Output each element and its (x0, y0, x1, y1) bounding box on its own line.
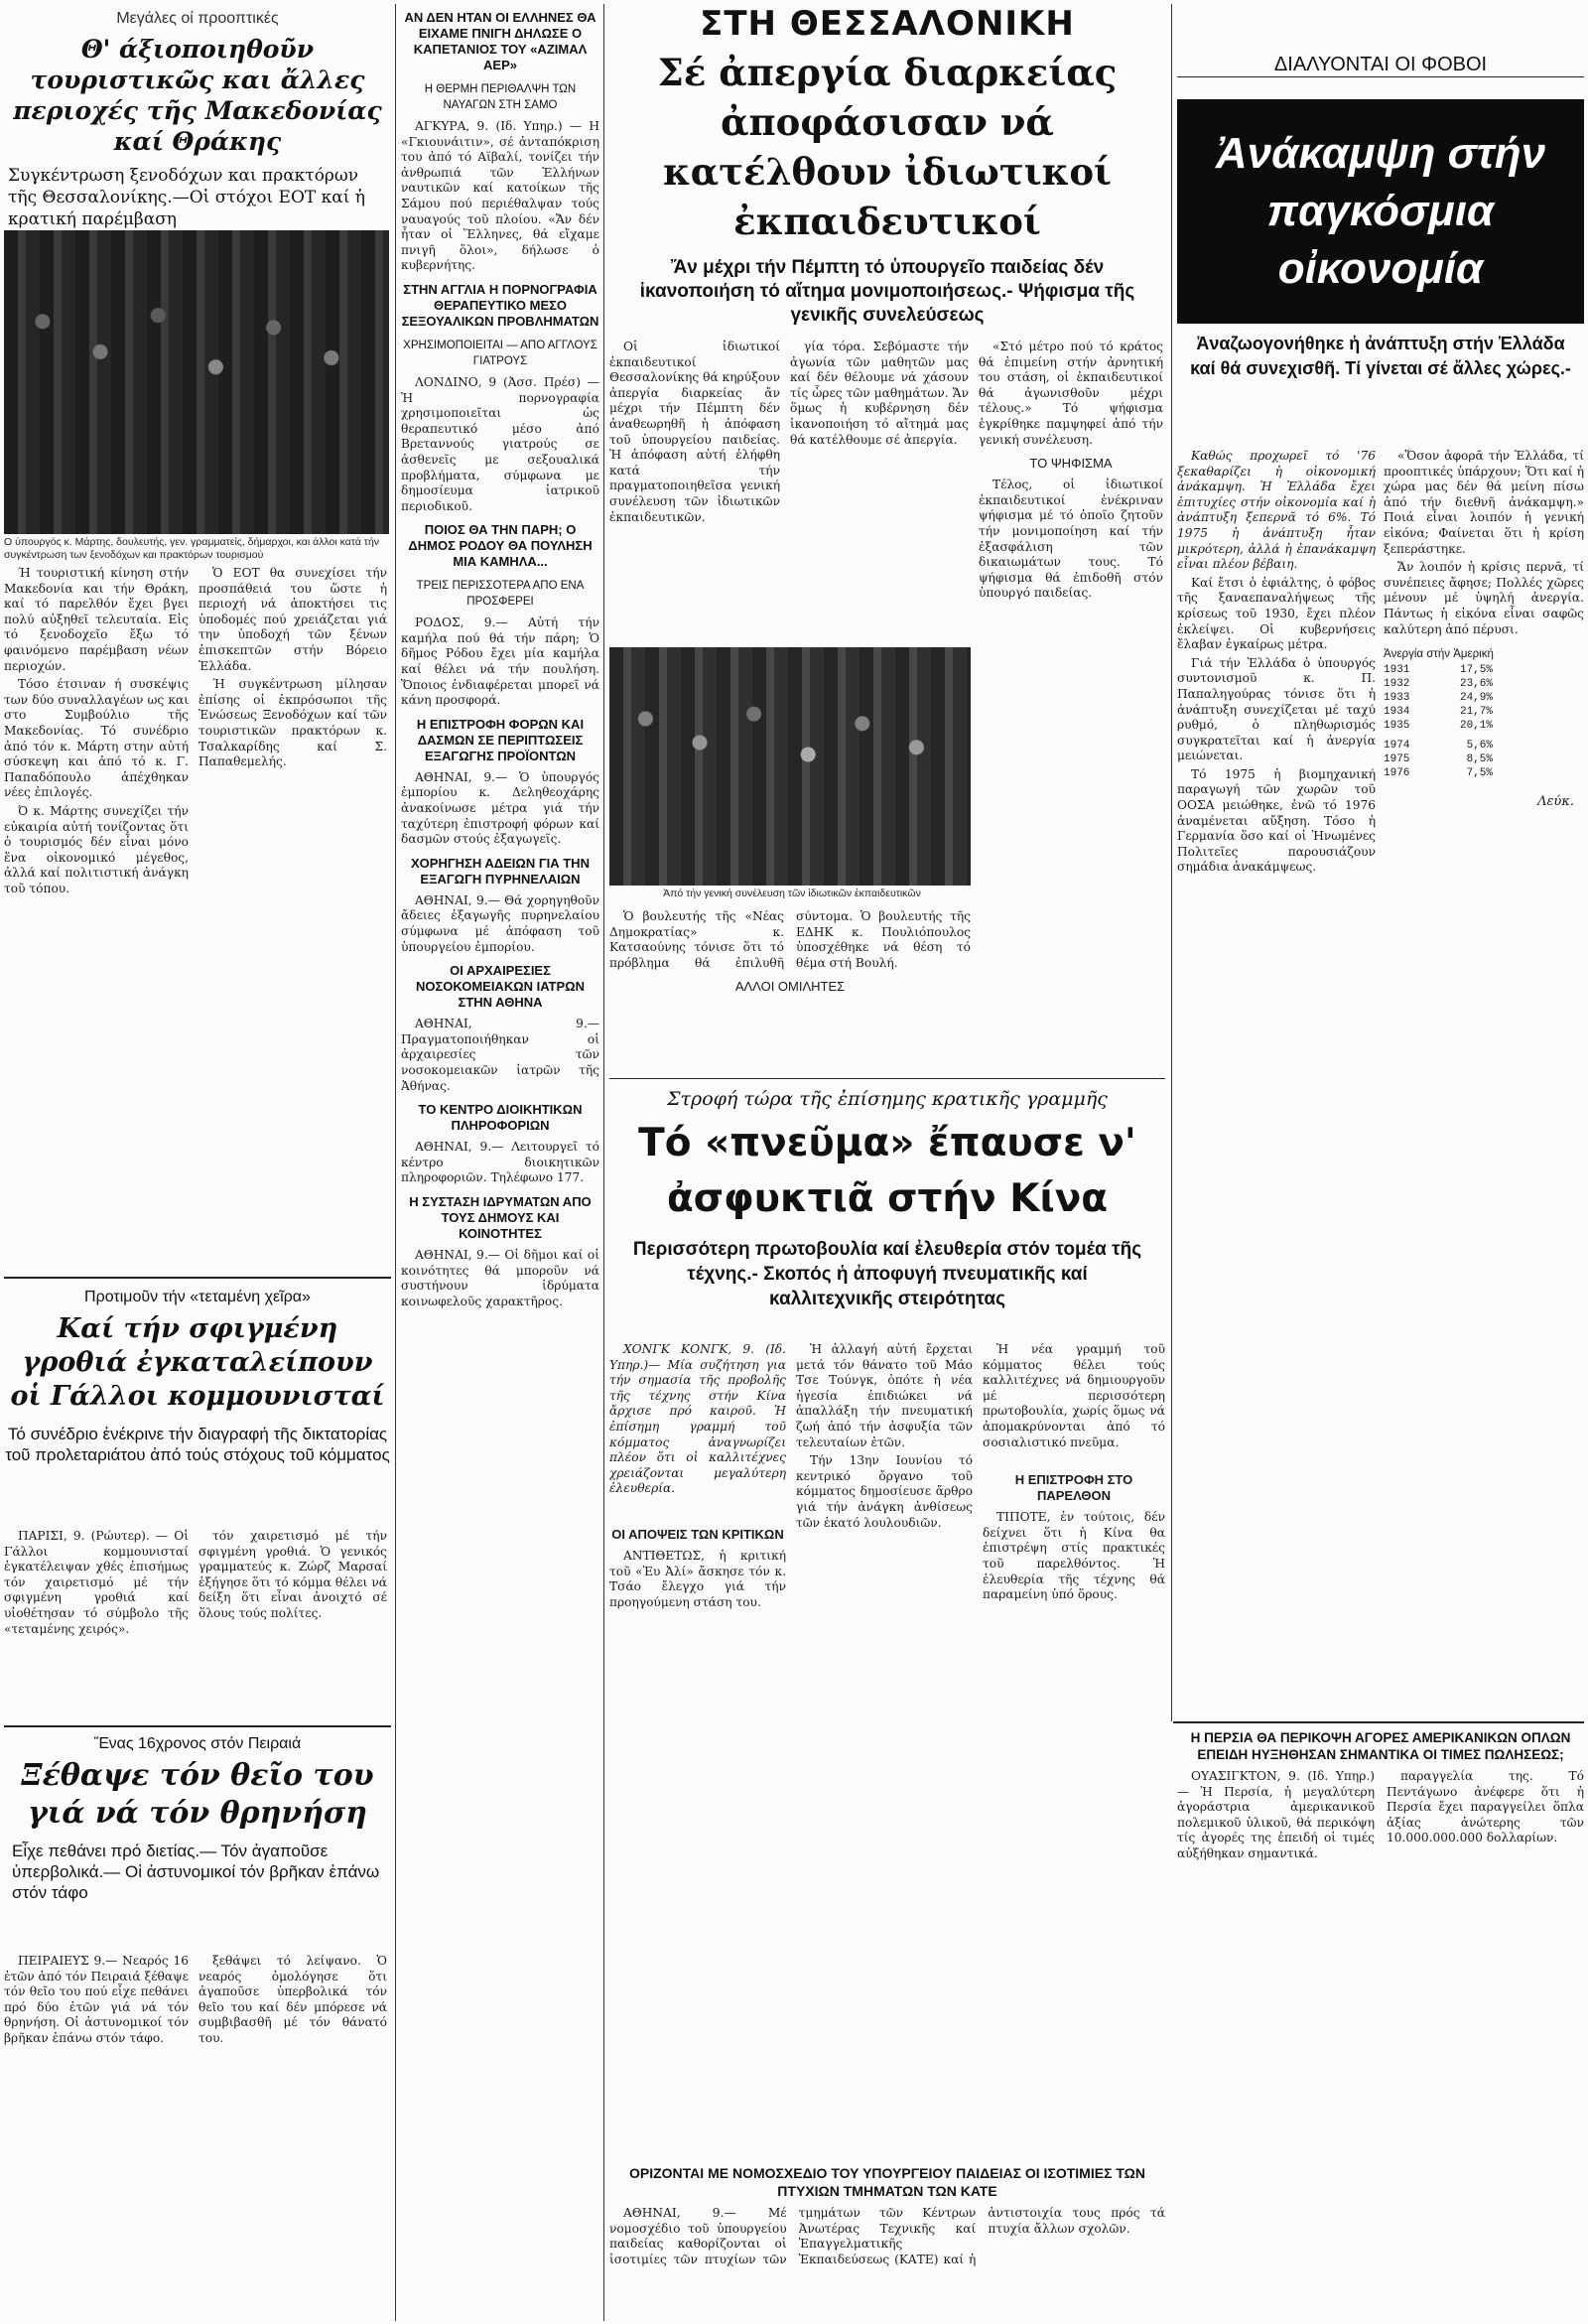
table-cell-value: 24,9% (1459, 692, 1493, 705)
briefs-column (401, 6, 599, 2319)
section-rule (4, 1277, 391, 1279)
unemployment-table-title: Ἀνεργία στήν Ἀμερική (1384, 648, 1494, 661)
lead-deck: Ἄν μέχρι τήν Πέμπτη τό ὑπουργεῖο παιδείας δέν ἱκανοποιήση τό αἴτημα μονιμοποιήσεως.- Ψήφισμα τῆς γενικῆς συνελεύσεως (639, 257, 1135, 326)
resolution-subhead: ΤΟ ΨΗΦΙΣΜΑ (1029, 456, 1113, 472)
other-speakers-subhead: ΑΛΛΟΙ ΟΜΙΛΗΤΕΣ (734, 979, 846, 995)
france-deck: Τό συνέδριο ἐνέκρινε τήν διαγραφή τῆς δικτατορίας τοῦ προλεταριάτου ἀπό τούς στόχους τοῦ κόμματος (5, 1425, 390, 1464)
table-cell-year: 1932 (1384, 678, 1410, 691)
tourism-body-left (4, 566, 189, 1261)
economy-kicker-wrap (1177, 54, 1584, 93)
tourism-paragraph: Ή συγκέντρωση μίλησαν ἐπίσης οἱ ἐκπρόσωποι τῆς Ἑνώσεως Ξενοδόχων καί τῶν τουριστικῶν πρακτόρων κ. Τσαλκαρίδης καί Σ. Παπαθεμελής. (198, 677, 387, 769)
persia-headline: Η ΠΕΡΣΙΑ ΘΑ ΠΕΡΙΚΟΨΗ ΑΓΟΡΕΣ ΑΜΕΡΙΚΑΝΙΚΩΝ ΟΠΛΩΝ ΕΠΕΙΔΗ ΗΥΞΗΘΗΣΑΝ ΣΗΜΑΝΤΙΚΑ ΟΙ ΤΙΜΕΣ ΠΩΛΗΣΕΩΣ; (1190, 1730, 1571, 1762)
economy-paragraph: Τό 1975 ἡ βιομηχανική παραγωγή τῶν χωρῶν τοῦ ΟΟΣΑ μειώθηκε, ἐνῶ τό 1976 ἀναμένεται αὔξηση. Τόσο ἡ Γερμανία ὅσο καί οἱ Ἡνωμένες Πολιτεῖες παρουσιάζουν σημάδια ἀνακάμψεως. (1177, 766, 1376, 875)
column-rule (1171, 4, 1172, 1721)
piraeus-article (4, 1735, 391, 1954)
pomace-body (401, 893, 599, 955)
table-cell-year: 1933 (1384, 692, 1410, 705)
china-body-col3 (983, 1342, 1165, 2256)
doctors-body (401, 1017, 599, 1094)
persia-paragraph: παραγγελία της. Τό Πεντάγωνο ἀνέφερε ὅτι ἡ Περσία ἔχει παραγγείλει ὅπλα ἀξίας ἀνώτερης τῶν 10.000.000.000 δολλαρίων. (1387, 1769, 1584, 1846)
kate-paragraph: ΑΘΗΝΑΙ, 9.— Μέ νομοσχέδιο τοῦ ὑπουργείου παιδείας καθορίζονται οἱ ἰσοτιμίες τῶν πτυχίων τῶν τμημάτων τῶν Κέντρων Ἀνωτέρας Τεχνικῆς καί Ἐπαγγελματικῆς Ἐκπαιδεύσεως (ΚΑΤΕ) καί ἡ ἀντιστοιχία τους πρός τά πτυχία ἄλλων σχολῶν. (609, 2206, 1165, 2266)
foundations-paragraph: ΑΘΗΝΑΙ, 9.— Οἱ δῆμοι καί οἱ κοινότητες θά μποροῦν νά συστήνουν ἱδρύματα κοινωφελοῦς χαρακτῆρος. (401, 1247, 599, 1308)
table-cell-year: 1935 (1384, 720, 1410, 733)
piraeus-body-left (4, 1954, 189, 2321)
table-cell-value: 17,5% (1459, 664, 1493, 677)
table-cell-year: 1931 (1384, 664, 1410, 677)
table-cell-year: 1976 (1384, 767, 1410, 780)
piraeus-deck: Εἶχε πεθάνει πρό διετίας.— Τόν ἀγαποῦσε ὑπερβολικά.— Οἱ ἀστυνομικοί τόν βρῆκαν ἐπάνω στόν τάφο (12, 1842, 380, 1902)
pomace-headline: ΧΟΡΗΓΗΣΗ ΑΔΕΙΩΝ ΓΙΑ ΤΗΝ ΕΞΑΓΩΓΗ ΠΥΡΗΝΕΛΑΙΩΝ (411, 855, 590, 887)
info-center-paragraph: ΑΘΗΝΑΙ, 9.— Λειτουργεῖ τό κέντρο διοικητικῶν πληροφοριῶν. Τηλέφωνο 177. (401, 1140, 599, 1185)
tourism-headline: Θ' άξιοποιηθοῦν τουριστικῶς και ἄλλες περιοχές τῆς Μακεδονίας καί Θράκης (13, 35, 382, 156)
piraeus-body-right (198, 1954, 387, 2321)
tourism-paragraph: Ή τουριστική κίνηση στήν Μακεδονία και τήν Θράκη, καί τό παρελθόν ἔχει βγει πολύ αὐξηθεῖ τελευταία. Εἰς τό ξενοδοχεῖο ἔξω τό φαινόμενο παρέμβαση νέων περιοχών. (4, 566, 189, 673)
table-cell-year: 1975 (1384, 753, 1410, 766)
tourism-photo-caption: Ο ύπουργός κ. Μάρτης, δουλευτής, γεν. γραμματείς, δήμαρχοι, και άλλοι κατά τήν συγκέντρωση των ξενοδόχων και πρακτόρων τουρισμού (4, 536, 380, 561)
section-rule (609, 1078, 1165, 1079)
lead-headline: Σέ ἀπεργία διαρκείας ἀποφάσισαν νά κατέλθουν ἰδιωτικοί ἐκπαιδευτικοί (657, 51, 1118, 243)
critics-subhead: ΟΙ ΑΠΟΨΕΙΣ ΤΩΝ ΚΡΙΤΙΚΩΝ (611, 1526, 784, 1542)
persia-paragraph: ΟΥΑΣΙΓΚΤΟΝ, 9. (Ιδ. Υπηρ.) — Ἡ Περσία, ἡ μεγαλύτερη ἀγοράστρια ἀμερικανικοῦ πολεμικοῦ ὑλικοῦ, θά περικόψη τίς ἀγορές της ἐπειδή οἱ τιμές αὐξήθηκαν σημαντικά. (1177, 1769, 1375, 1860)
china-body-col1 (609, 1342, 786, 2256)
section-rule (1173, 1721, 1584, 1723)
china-body-col2 (796, 1342, 973, 2256)
economy-headline-box (1177, 99, 1584, 324)
tourism-paragraph: Ό κ. Μάρτης συνεχίζει τήν εὐκαιρία αὐτή τονίζοντας ὅτι ὁ τουρισμός δέν εἶναι μόνο ἕνα οἰκονομικό μέγεθος, ἀλλά καί πολιτιστική ἀνάγκη τοῦ τόπου. (4, 803, 189, 895)
table-cell-value: 5,6% (1466, 740, 1493, 752)
economy-signature: Λεύκ. (1537, 794, 1574, 810)
camel-subhead: ΤΡΕΙΣ ΠΕΡΙΣΣΟΤΕΡΑ ΑΠΟ ΕΝΑ ΠΡΟΣΦΕΡΕΙ (416, 580, 585, 609)
persia-article (1177, 1729, 1584, 2319)
lead-photo (609, 647, 971, 886)
economy-body-main (1177, 449, 1376, 1709)
column-rule (603, 4, 604, 2321)
tourism-photo (4, 230, 389, 534)
table-cell-value: 20,1% (1459, 720, 1493, 733)
france-kicker: Προτιμοῦν τήν «τεταμένη χεῖρα» (84, 1289, 311, 1305)
kate-body (609, 2206, 1165, 2267)
economy-paragraph: Ἄν λοιπόν ἡ κρίσις περνᾶ, τί συνέπειες ἄφησε; Πολλές χῶρες μένουν μέ ὑψηλή ἀνεργία. Πάντως ἡ εἰκόνα εἶναι σαφῶς καλύτερη ἀπό πέρυσι. (1384, 560, 1584, 636)
samos-subhead: Η ΘΕΡΜΗ ΠΕΡΙΘΑΛΨΗ ΤΩΝ ΝΑΥΑΓΩΝ ΣΤΗ ΣΑΜΟ (424, 83, 577, 111)
porn-headline: ΣΤΗΝ ΑΓΓΛΙΑ Η ΠΟΡΝΟΓΡΑΦΙΑ ΘΕΡΑΠΕΥΤΙΚΟ ΜΕΣΟ ΣΕΞΟΥΑΛΙΚΩΝ ΠΡΟΒΛΗΜΑΤΩΝ (401, 281, 599, 329)
table-row (1384, 719, 1493, 733)
china-article (609, 1088, 1165, 1336)
china-paragraph: ΑΝΤΙΘΕΤΩΣ, ἡ κριτική τοῦ «Ἐυ Ἀλί» ἄσκησε τόν κ. Τσάο ἔλεγχο γιά τήν προηγούμενη στάση του. (609, 1548, 786, 1609)
china-deck: Περισσότερη πρωτοβουλία καί ἐλευθερία στόν τομέα τῆς τέχνης.- Σκοπός ἡ ἀποφυγή πνευματικῆς καί καλλιτεχνικῆς στειρότητας (632, 1239, 1142, 1309)
tourism-paragraph: Τόσο έτσιναν ή συσκέψις των δύο συναλλαγέων ως και στο Συμβούλιο τῆς Μακεδονίας. Τό συνέδριο ἀπό τόν κ. Μάρτη στην αὐτή σύσκεψη και ἀπό τό κ. Γ. Παπαδόπουλο ἀπέχθηκαν νέες ἐπιλογές. (4, 677, 189, 800)
economy-paragraph: Καί ἔτσι ὁ ἐφιάλτης, ὁ φόβος τῆς ξαναεπαναλήψεως τῆς κρίσεως τοῦ 1930, ἔχει πλέον ἐκλείψει. Οἱ κυβερνήσεις ἔλαβαν ἐγκαίρως μέτρα. (1177, 575, 1376, 652)
lead-paragraph: Ὁ βουλευτής τῆς «Νέας Δημοκρατίας» κ. Κατσαούνης τόνισε ὅτι τό πρόβλημα θά ἐπιλυθῆ σύντομα. Ὁ βουλευτής τῆς ΕΔΗΚ κ. Πουλιόπουλος ὑποσχέθηκε νά θέση τό θέμα στή Βουλή. (609, 909, 971, 970)
table-row (1384, 677, 1493, 691)
samos-paragraph: ΑΓΚΥΡΑ, 9. (Ιδ. Υπηρ.) — Η «Γκιουνάιτιν», σέ ἀνταπόκριση του ἀπό τό Αϊβαλί, τονίζει τήν ἀνθρωπιά τῶν Ἑλλήνων ναυτικῶν καί κατοίκων τῆς Σάμου πού περιέθαλψαν τούς ναυαγούς τοῦ πλοίου. «Ἄν δέν ἦταν οἱ Ἕλληνες, θά εἴχαμε πνιγῆ ὅλοι», δήλωσε ὁ κυβερνήτης. (401, 119, 599, 273)
lead-body-bottom (609, 909, 971, 1068)
china-paragraph: ΤΙΠΟΤΕ, ἐν τούτοις, δέν δείχνει ὅτι ἡ Κίνα θα ἐπιστρέψη στίς πρακτικές τοῦ παρελθόντος. Ἡ ἐλευθερία τῆς τέχνης θά παραμείνη ὑπό ὅρους. (983, 1510, 1165, 1602)
lead-body-right (979, 340, 1163, 1074)
foundations-body (401, 1248, 599, 1309)
doctors-paragraph: ΑΘΗΝΑΙ, 9.— Πραγματοποιήθηκαν οἱ ἀρχαιρεσίες τῶν νοσοκομειακῶν ἰατρῶν τῆς Ἀθήνας. (401, 1017, 599, 1093)
info-center-headline: ΤΟ ΚΕΝΤΡΟ ΔΙΟΙΚΗΤΙΚΩΝ ΠΛΗΡΟΦΟΡΙΩΝ (418, 1102, 583, 1134)
camel-body (401, 615, 599, 709)
tax-return-paragraph: ΑΘΗΝΑΙ, 9.— Ὁ ὑπουργός ἐμπορίου κ. Δεληθεοχάρης ἀνακοίνωσε μέτρα γιά τήν ταχύτερη ἐπιστροφή φόρων καί δασμῶν στούς ἐξαγωγεῖς. (401, 769, 599, 847)
tourism-body-right (198, 566, 387, 1261)
economy-paragraph: Καθώς προχωρεῖ τό '76 ξεκαθαρίζει ἡ οἰκονομική ἀνάκαμψη. Ἡ Ἑλλάδα ἔχει ἐπιτυχίες στήν οἰκονομία καί ἡ ἀνάπτυξη ξεπερνᾶ τό 6%. Τό 1975 ἡ ἀνάπτυξη ἦταν μικρότερη, ἀλλά ἡ ἐπανάκαμψη εἶναι πλέον βέβαιη. (1177, 449, 1376, 572)
table-cell-year: 1974 (1384, 740, 1410, 752)
piraeus-kicker: Ἕνας 16χρονος στόν Πειραιά (93, 1735, 302, 1752)
lead-paragraph: γία τόρα. Σεβόμαστε τήν ἀγωνία τῶν μαθητῶν μας καί δέν θέλουμε νά χάσουν τίς ὧρες τῶν μαθημάτων. Ἄν ὅμως ἡ κυβέρνηση δέν ἱκανοποιήση τό αἴτημά μας θά κατέλθουμε σέ ἀπεργία. (790, 340, 969, 447)
kate-article (609, 2164, 1165, 2319)
piraeus-headline: Ξέθαψε τόν θεῖο του γιά νά τόν θρηνήση (21, 1758, 374, 1831)
lead-body-left (609, 340, 780, 677)
china-paragraph: Ἡ νέα γραμμή τοῦ κόμματος θέλει τούς καλλιτέχνες νά δημιουργοῦν μέ περισσότερη πρωτοβουλία, χωρίς ὅμως νά ἀπομακρύνονται ἀπό τό σοσιαλιστικό πνεῦμα. (983, 1342, 1165, 1449)
china-paragraph: ΧΟΝΓΚ ΚΟΝΓΚ, 9. (Ιδ. Υπηρ.)— Μία συζήτηση για τήν σημασία τῆς προβολῆς τῆς τέχνης στήν Κίνα ἄρχισε πρό καιροῦ. Ἡ ἐπίσημη γραμμή τοῦ κόμματος ἀναγνωρίζει πλέον ὅτι οἱ καλλιτέχνες χρειάζονται μεγαλύτερη ἐλευθερία. (609, 1342, 786, 1496)
france-headline: Καί τήν σφιγμένη γροθιά ἐγκαταλείπουν οἱ Γάλλοι κομμουνισταί (10, 1313, 385, 1412)
table-row (1384, 739, 1493, 752)
section-rule (4, 1725, 391, 1727)
china-kicker: Στροφή τώρα τῆς ἐπίσημης κρατικῆς γραμμῆς (667, 1088, 1108, 1110)
kate-headline: ΟΡΙΖΟΝΤΑΙ ΜΕ ΝΟΜΟΣΧΕΔΙΟ ΤΟΥ ΥΠΟΥΡΓΕΙΟΥ ΠΑΙΔΕΙΑΣ ΟΙ ΙΣΟΤΙΜΙΕΣ ΤΩΝ ΠΤΥΧΙΩΝ ΤΜΗΜΑΤΩΝ ΤΩΝ ΚΑΤΕ (629, 2165, 1145, 2199)
france-paragraph: ΠΑΡΙΣΙ, 9. (Ρώυτερ). — Οἱ Γάλλοι κομμουνισταί ἐγκατέλειψαν χθές ἐπισήμως τόν χαιρετισμό μέ τήν σφιγμένη γροθιά καί υἱοθέτησαν τό σύμβολο τῆς «τεταμένης χειρός». (4, 1529, 189, 1636)
tourism-paragraph: Ὁ ΕΟΤ θα συνεχίσει τήν προσπάθειά του ὥστε ἡ περιοχή νά ἀποκτήσει τις ὑποδομές πού χρειάζεται γιά την ὑποδοχή τῶν ξένων ἐπισκεπτῶν στήν Βόρειο Ἑλλάδα. (198, 566, 387, 673)
table-cell-value: 23,6% (1459, 678, 1493, 691)
table-row (1384, 766, 1493, 780)
table-cell-value: 21,7% (1459, 706, 1493, 719)
lead-paragraph: Τέλος, οἱ ἰδιωτικοί ἐκπαιδευτικοί ἐνέκριναν ψήφισμα μέ τό ὁποῖο ζητοῦν τήν μονιμοποίηση καί τήν ἐξασφάλιση τῶν δικαιωμάτων τους. Τό ψήφισμα θά ἐπιδοθῆ στόν ὑπουργό παιδείας. (979, 478, 1163, 601)
return-past-subhead: Η ΕΠΙΣΤΡΟΦΗ ΣΤΟ ΠΑΡΕΛΘΟΝ (1014, 1472, 1133, 1504)
china-headline: Τό «πνεῦμα» ἔπαυσε ν' ἀσφυκτιᾶ στήν Κίνα (638, 1121, 1136, 1221)
table-row (1384, 705, 1493, 719)
china-paragraph: Ἡ ἀλλαγή αὐτή ἔρχεται μετά τόν θάνατο τοῦ Μάο Τσε Τούνγκ, ὁπότε ἡ νέα ἡγεσία ἐπιδιώκει νά ἀπαλλάξη τήν πνευματική ζωή ἀπό τήν ἀσφυξία τῶν τελευταίων ἐτῶν. (796, 1342, 973, 1449)
porn-paragraph: ΛΟΝΔΙΝΟ, 9 (Ἀσσ. Πρέσ) — Ἡ πορνογραφία χρησιμοποιεῖται ὡς θεραπευτικό μέσο ἀπό Βρεταννούς γιατρούς σε ἀσθενεῖς με σεξουαλικά προβλήματα, σύμφωνα με δημοσίευμα ἰατρικοῦ περιοδικοῦ. (401, 374, 599, 513)
camel-headline: ΠΟΙΟΣ ΘΑ ΤΗΝ ΠΑΡΗ; Ο ΔΗΜΟΣ ΡΟΔΟΥ ΘΑ ΠΟΥΛΗΣΗ ΜΙΑ ΚΑΜΗΛΑ... (408, 522, 593, 570)
pomace-paragraph: ΑΘΗΝΑΙ, 9.— Θά χορηγηθοῦν ἄδειες ἐξαγωγῆς πυρηνελαίου σύμφωνα μέ ἀπόφαση τοῦ ὑπουργείου ἐμπορίου. (401, 892, 599, 954)
column-rule (395, 4, 396, 2321)
france-body-right (198, 1529, 387, 1717)
table-row (1384, 752, 1493, 766)
lead-kicker: ΣΤΗ ΘΕΣΣΑΛΟΝΙΚΗ (700, 4, 1075, 44)
china-paragraph: Τήν 13ην Ιουνίου τό κεντρικό ὄργανο τοῦ κόμματος δημοσίευσε ἄρθρο γιά τήν ἀνάγκη ἀνθίσεως τῶν ἑκατό λουλουδιῶν. (796, 1453, 973, 1530)
economy-body-side (1384, 449, 1584, 1709)
table-row (1384, 663, 1493, 677)
camel-paragraph: ΡΟΔΟΣ, 9.— Αὐτή τήν καμήλα πού θά τήν πάρη; Ὁ δῆμος Ρόδου ἔχει μία καμήλα καί θέλει νά τήν πουλήση. Ὅποιος ἐνδιαφέρεται μπορεῖ νά κάνη προσφορά. (401, 615, 599, 708)
economy-deck: Ἀναζωογονήθηκε ἡ ἀνάπτυξη στήν Ἑλλάδα καί θά συνεχισθῆ. Τί γίνεται σέ ἄλλες χώρες.- (1190, 334, 1571, 378)
table-cell-value: 8,5% (1466, 753, 1493, 766)
piraeus-paragraph: ΠΕΙΡΑΙΕΥΣ 9.— Νεαρός 16 ἐτῶν ἀπό τόν Πειραιά ξέθαψε τόν θεῖο του πού εἶχε πεθάνει πρό δύο ἐτῶν γιά νά τόν θρηνήση. Οἱ ἀστυνομικοί τόν βρῆκαν ἐπάνω στόν τάφο. (4, 1954, 189, 2045)
tourism-deck: Συγκέντρωση ξενοδόχων και πρακτόρων τῆς Θεσσαλονίκης.—Οἱ στόχοι ΕΟΤ καί ἡ κρατική παρέμβαση (8, 166, 365, 229)
persia-body (1177, 1769, 1584, 1862)
economy-kicker: ΔΙΑΛΥΟΝΤΑΙ ΟΙ ΦΟΒΟΙ (1177, 54, 1584, 77)
porn-subhead: ΧΡΗΣΙΜΟΠΟΙΕΙΤΑΙ — ΑΠΟ ΑΓΓΛΟΥΣ ΓΙΑΤΡΟΥΣ (403, 339, 597, 367)
foundations-headline: Η ΣΥΣΤΑΣΗ ΙΔΡΥΜΑΤΩΝ ΑΠΟ ΤΟΥΣ ΔΗΜΟΥΣ ΚΑΙ ΚΟΙΝΟΤΗΤΕΣ (409, 1193, 592, 1241)
samos-headline: ΑΝ ΔΕΝ ΗΤΑΝ ΟΙ ΕΛΛΗΝΕΣ ΘΑ ΕΙΧΑΜΕ ΠΝΙΓΗ ΔΗΛΩΣΕ Ο ΚΑΠΕΤΑΝΙΟΣ ΤΟΥ «ΑΖΙΜΑΛ ΑΕΡ» (404, 10, 596, 72)
porn-body (401, 375, 599, 514)
economy-paragraph: Γιά τήν Ἑλλάδα ὁ ὑπουργός συντονισμοῦ κ. Π. Παπαληγούρας τόνισε ὅτι ἡ ἀνάπτυξη συνεχίζεται μέ ταχύ ρυθμό, ὁ πληθωρισμός συγκρατεῖται καί ἡ ἀνεργία μειώνεται. (1177, 655, 1376, 763)
samos-body (401, 119, 599, 274)
lead-article (609, 4, 1165, 332)
economy-deck-wrap (1177, 332, 1584, 441)
piraeus-paragraph: ξεθάψει τό λείψανο. Ὁ νεαρός ὁμολόγησε ὅτι ἀγαποῦσε ὑπερβολικά τόν θεῖο του καί δέν μπόρεσε νά συμβιβασθῆ μέ τόν θάνατό του. (198, 1954, 387, 2045)
france-body-left (4, 1529, 189, 1717)
table-cell-year: 1934 (1384, 706, 1410, 719)
economy-headline: Ἀνάκαμψη στήν παγκόσμια οἰκονομία (1215, 129, 1546, 293)
table-row (1384, 691, 1493, 705)
lead-paragraph: Οἱ ἰδιωτικοί ἐκπαιδευτικοί Θεσσαλονίκης θά κηρύξουν ἀπεργία διαρκείας ἄν μέχρι τήν Πέμπτη δέν ἀναθεωρηθῆ ἡ ἀπόφαση τοῦ ὑπουργείου παιδείας. Ἡ ἀπόφαση αὐτή ἐλήφθη κατά τήν πραγματοποιηθεῖσα γενική συνέλευση τῶν ἰδιωτικῶν ἐκπαιδευτικῶν. (609, 340, 780, 524)
unemployment-table (1384, 647, 1584, 780)
lead-body-mid (790, 340, 969, 667)
economy-paragraph: «Ὅσον ἀφορᾶ τήν Ἑλλάδα, τί προοπτικές ὑπάρχουν; Ὅτι καί ἡ χώρα μας δέν θά μείνη πίσω ἀπό τήν διεθνῆ ἀνάκαμψη.» Ποιά εἶναι λοιπόν ἡ γενική εἰκόνα; Φαίνεται ὅτι ἡ κρίση ξεπεράστηκε. (1384, 449, 1584, 556)
tax-return-headline: Η ΕΠΙΣΤΡΟΦΗ ΦΟΡΩΝ ΚΑΙ ΔΑΣΜΩΝ ΣΕ ΠΕΡΙΠΤΩΣΕΙΣ ΕΞΑΓΩΓΗΣ ΠΡΟΪΟΝΤΩΝ (416, 716, 585, 763)
lead-paragraph: «Στό μέτρο πού τό κράτος θά ἐπιμείνη στήν ἀρνητική του στάση, οἱ ἐκπαιδευτικοί θά ἀγωνισθοῦν μέχρι τέλους.» Τό ψήφισμα ἐγκρίθηκε παμψηφεί ἀπό τήν γενική συνέλευση. (979, 340, 1163, 447)
tourism-kicker: Μεγάλες οί προοπτικές (116, 10, 279, 27)
lead-photo-caption: Ἀπό τήν γενική συνέλευση τῶν ἰδιωτικῶν ἐκπαιδευτικῶν (663, 888, 921, 899)
info-center-body (401, 1140, 599, 1186)
france-paragraph: τόν χαιρετισμό μέ τήν σφιγμένη γροθιά. Ὁ γενικός γραμματεύς κ. Ζώρζ Μαρσαί ἐξήγησε ὅτι τό κόμμα θέλει νά δείξη ὅτι εἶναι ἀνοιχτό σέ ὅλους τούς πολίτες. (198, 1529, 387, 1620)
tax-return-body (401, 770, 599, 848)
doctors-headline: ΟΙ ΑΡΧΑΙΡΕΣΙΕΣ ΝΟΣΟΚΟΜΕΙΑΚΩΝ ΙΑΤΡΩΝ ΣΤΗΝ ΑΘΗΝΑ (416, 963, 585, 1011)
table-cell-value: 7,5% (1466, 767, 1493, 780)
